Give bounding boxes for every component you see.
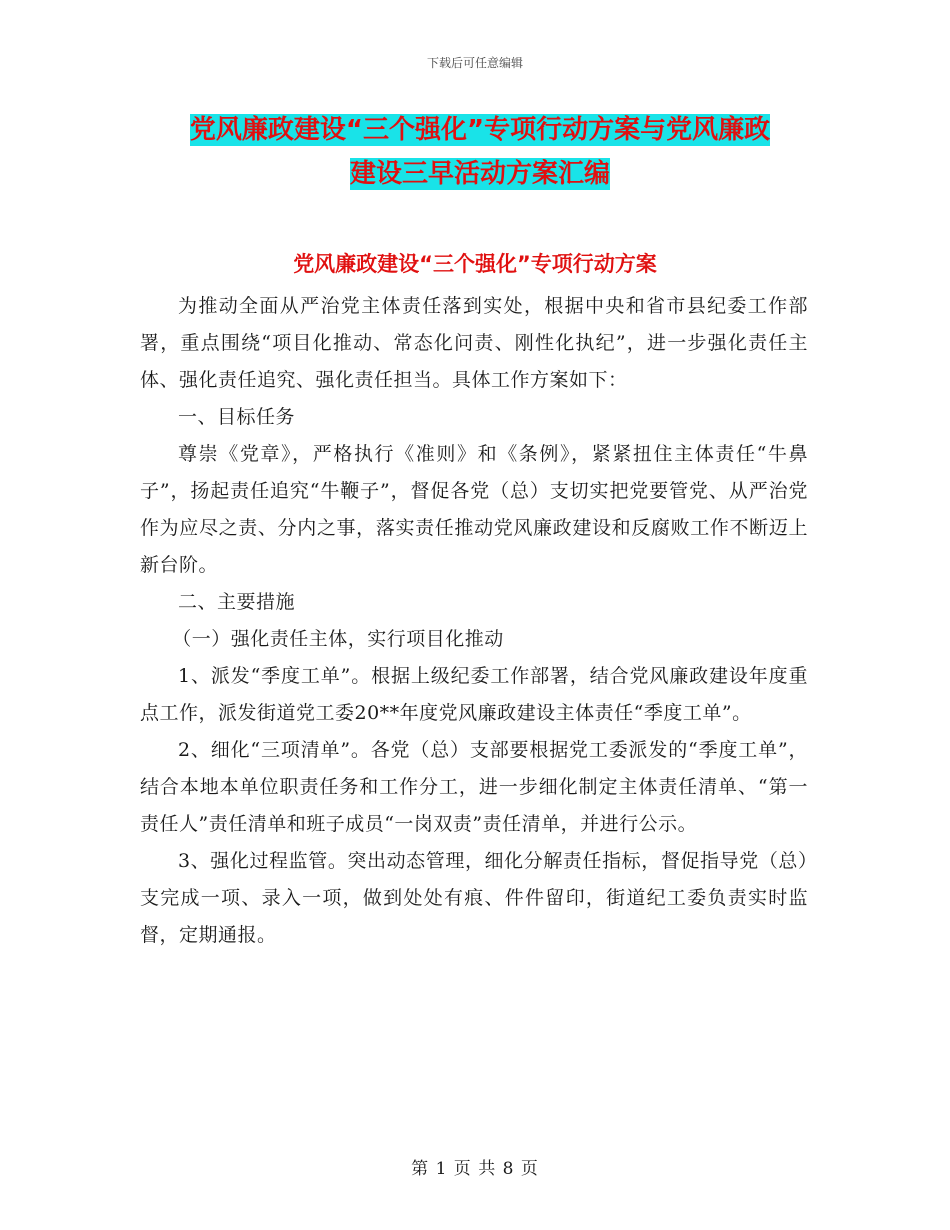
paragraph-item-2: 2、细化“三项清单”。各党（总）支部要根据党工委派发的“季度工单”，结合本地本单位职责任务和工作分工，进一步细化制定主体责任清单、“第一责任人”责任清单和班子成员“一岗双责”责任清单，并进行公示。 [140,739,808,835]
paragraph-goals: 尊崇《党章》，严格执行《准则》和《条例》，紧紧扭住主体责任“牛鼻子”，扬起责任追究“牛鞭子”，督促各党（总）支切实把党要管党、从严治党作为应尽之责、分内之事，落实责任推动党风廉政建设和反腐败工作不断迈上新台阶。 [140,443,808,576]
section-title: 党风廉政建设“三个强化”专项行动方案 [293,252,657,276]
paragraph-item-3: 3、强化过程监管。突出动态管理，细化分解责任指标，督促指导党（总）支完成一项、录入一项，做到处处有痕、件件留印，街道纪工委负责实时监督，定期通报。 [140,850,808,946]
document-body [140,288,808,954]
heading-goals: 一、目标任务 [178,406,296,428]
heading-measure-1: （一）强化责任主体，实行项目化推动 [172,628,504,650]
title-line-2: 建设三早活动方案汇编 [349,159,610,189]
heading-measures: 二、主要措施 [178,591,296,613]
paragraph-intro: 为推动全面从严治党主体责任落到实处，根据中央和省市县纪委工作部署，重点围绕“项目化推动、常态化问责、刚性化执纪”，进一步强化责任主体、强化责任追究、强化责任担当。具体工作方案如下： [140,295,808,391]
document-title [140,108,820,196]
paragraph-item-1: 1、派发“季度工单”。根据上级纪委工作部署，结合党风廉政建设年度重点工作，派发街道党工委20**年度党风廉政建设主体责任“季度工单”。 [140,665,808,724]
header-note: 下载后可任意编辑 [426,56,523,70]
page-footer: 第 1 页 共 8 页 [411,1159,539,1179]
title-line-1: 党风廉政建设“三个强化”专项行动方案与党风廉政 [189,115,771,145]
